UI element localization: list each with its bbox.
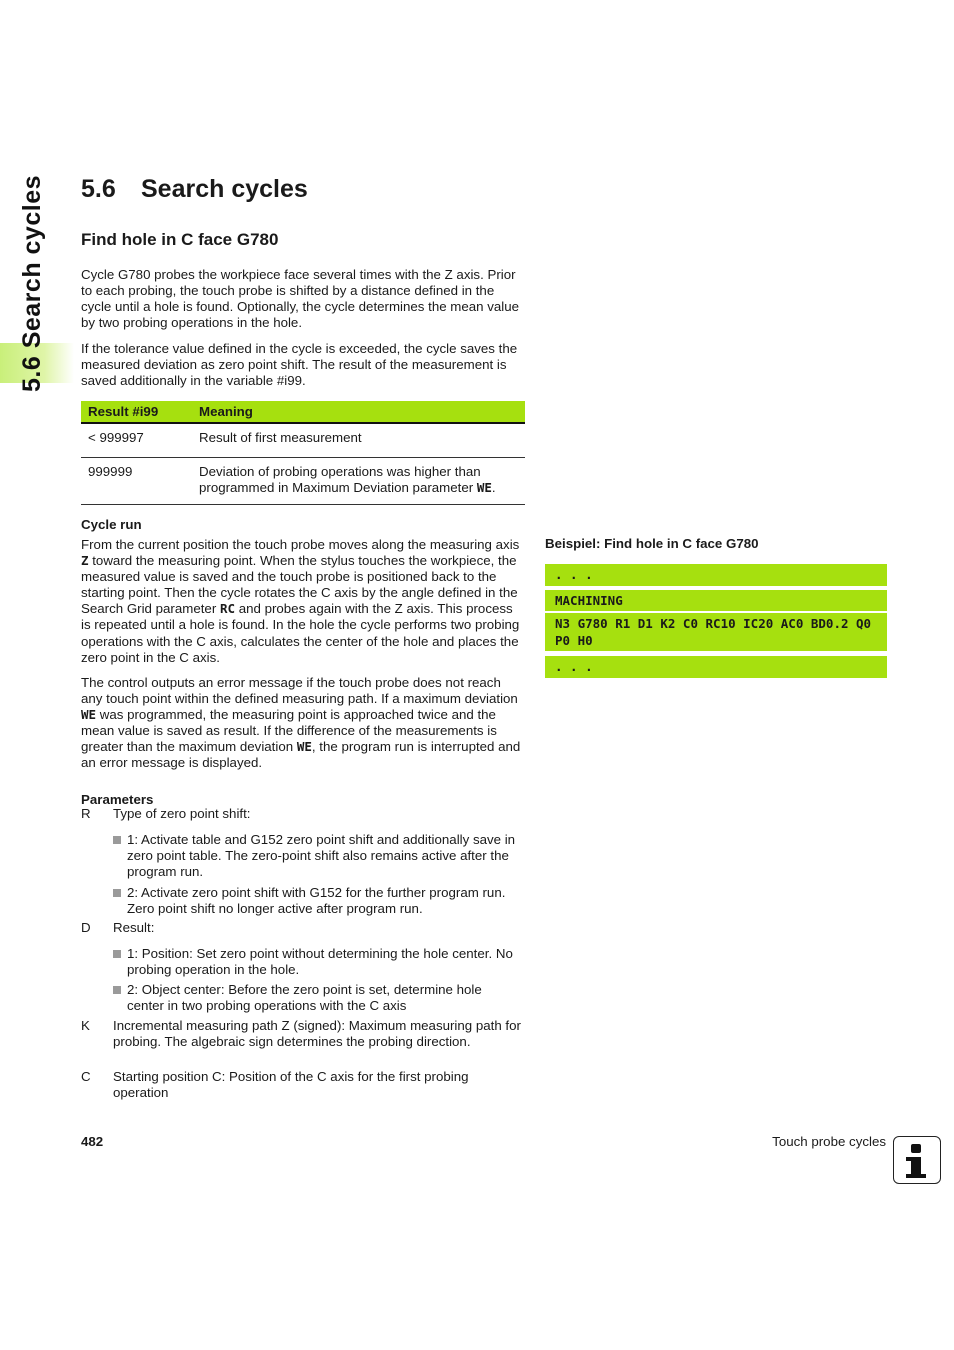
example-line: N3 G780 R1 D1 K2 C0 RC10 IC20 AC0 BD0.2 Q0 P0 H0 xyxy=(545,613,887,651)
footer-chapter-title: Touch probe cycles xyxy=(772,1134,886,1149)
intro-paragraph-1: Cycle G780 probes the workpiece face several times with the Z axis. Prior to each probing, the touch probe is shifted by a distance defined in the cycle until a hole is found. Optionally, the cycle determines the mean value by two probing operations in the hole. xyxy=(81,267,520,331)
result-table xyxy=(81,401,525,505)
cycle-run-paragraph-1 xyxy=(81,537,524,666)
parameter-code: WE xyxy=(81,707,97,723)
example-line: MACHINING xyxy=(545,590,887,611)
meaning-text: Deviation of probing operations was higher than programmed in Maximum Deviation parameter xyxy=(199,464,481,495)
intro-paragraph-2: If the tolerance value defined in the cycle is exceeded, the cycle saves the measured deviation as zero point shift. The result of the measurement is saved additionally in the variable #i99. xyxy=(81,341,518,389)
info-icon xyxy=(893,1136,941,1184)
subheading: Find hole in C face G780 xyxy=(81,230,279,249)
side-section-label: 5.6 Search cycles xyxy=(18,175,46,392)
axis-code: Z xyxy=(81,553,89,569)
option-text: 2: Object center: Before the zero point is set, determine hole center in two probing operations with the C axis xyxy=(127,982,482,1013)
meaning-suffix: . xyxy=(491,480,496,495)
text-span: and probes again with the Z axis. This process is repeated until a hole is found. In the hole the cycle performs two probing operations with the C axis, calculates the center of the hole and places the zero point in the C axis. xyxy=(81,601,520,665)
bullet-square-icon xyxy=(113,986,121,994)
parameter-key: D xyxy=(81,920,91,935)
section-heading xyxy=(81,175,308,204)
page-number: 482 xyxy=(81,1134,104,1149)
table-header-result: Result #i99 xyxy=(81,401,192,423)
parameter-description: Incremental measuring path Z (signed): Maximum measuring path for probing. The algebraic sign determines the probing direction. xyxy=(113,1018,521,1049)
example-line: . . . xyxy=(545,656,887,678)
cycle-run-paragraph-2 xyxy=(81,675,524,772)
parameter-key: R xyxy=(81,806,91,821)
section-title: Search cycles xyxy=(141,175,308,203)
parameter-key: C xyxy=(81,1069,91,1084)
option-text: 1: Position: Set zero point without determining the hole center. No probing operation in the hole. xyxy=(127,946,513,977)
text-span: toward the measuring point. When the stylus touches the workpiece, the measured value is saved and the touch probe is positioned back to the starting point. Then the cycle rotates the C axis by the angle defined in the Search Grid parameter xyxy=(81,553,518,617)
option-text: 2: Activate zero point shift with G152 for the further program run. Zero point shift no longer active after program run. xyxy=(127,885,506,916)
info-icon-dot xyxy=(911,1144,921,1153)
parameter-description: Type of zero point shift: xyxy=(113,806,251,821)
table-row xyxy=(81,423,525,458)
cycle-run-heading: Cycle run xyxy=(81,517,142,532)
parameter-code: RC xyxy=(219,601,235,617)
table-cell-result: < 999997 xyxy=(81,423,192,458)
text-span: The control outputs an error message if the touch probe does not reach any touch point within the defined measuring path. If a maximum deviation xyxy=(81,675,518,707)
parameter-description: Result: xyxy=(113,920,155,935)
parameter-code: WE xyxy=(476,480,492,495)
table-cell-meaning: Result of first measurement xyxy=(192,423,525,458)
parameter-key: K xyxy=(81,1018,90,1033)
bullet-square-icon xyxy=(113,836,121,844)
example-line: . . . xyxy=(545,564,887,586)
parameter-description: Starting position C: Position of the C axis for the first probing operation xyxy=(113,1069,469,1100)
text-span: From the current position the touch probe moves along the measuring axis xyxy=(81,537,520,552)
bullet-square-icon xyxy=(113,889,121,897)
table-cell-result: 999999 xyxy=(81,458,192,505)
example-title: Beispiel: Find hole in C face G780 xyxy=(545,536,759,551)
option-text: 1: Activate table and G152 zero point shift and additionally save in zero point table. The zero-point shift also remains active after the program run. xyxy=(127,832,516,879)
info-icon-base xyxy=(906,1174,926,1178)
parameter-code: WE xyxy=(296,739,312,755)
parameters-heading: Parameters xyxy=(81,792,154,807)
table-header-meaning: Meaning xyxy=(192,401,525,423)
text-span: , the program run is interrupted and an error message is displayed. xyxy=(81,739,521,771)
table-cell-meaning xyxy=(192,458,525,505)
text-span: was programmed, the measuring point is approached twice and the mean value is saved as result. If the difference of the measurements is greater than the maximum deviation xyxy=(81,707,497,755)
table-row xyxy=(81,458,525,505)
bullet-square-icon xyxy=(113,950,121,958)
section-number: 5.6 xyxy=(81,175,116,203)
table-header-row xyxy=(81,401,525,423)
